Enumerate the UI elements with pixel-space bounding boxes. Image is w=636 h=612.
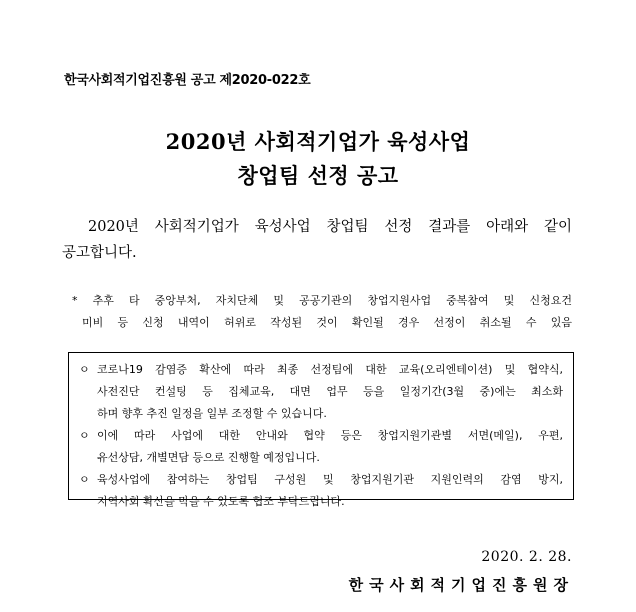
notice-line: 코로나19 감염증 확산에 따라 최종 선정팀에 대한 교육(오리엔테이션) 및 협약식, bbox=[97, 363, 563, 376]
announcement-number: 한국사회적기업진흥원 공고 제2020-022호 bbox=[64, 73, 311, 88]
note-line: * 추후 타 중앙부처, 자치단체 및 공공기관의 창업지원사업 중복참여 및 신청요건 bbox=[72, 294, 572, 307]
intro-line: 2020년 사회적기업가 육성사업 창업팀 선정 결과를 아래와 같이 bbox=[88, 219, 572, 235]
issuing-organization: 한국사회적기업진흥원장 bbox=[348, 576, 574, 594]
bullet-icon: ㅇ bbox=[79, 363, 90, 376]
notice-line: 사전진단 컨설팅 등 집체교육, 대면 업무 등을 일정기간(3월 중)에는 최소화 bbox=[97, 385, 563, 398]
notice-item bbox=[79, 469, 563, 513]
note-line: 미비 등 신청 내역이 허위로 작성된 것이 확인될 경우 선정이 취소될 수 있음 bbox=[82, 316, 572, 329]
notice-box bbox=[68, 352, 574, 508]
notice-item bbox=[79, 425, 563, 469]
notice-item bbox=[79, 359, 563, 425]
bullet-icon: ㅇ bbox=[79, 473, 90, 486]
bullet-icon: ㅇ bbox=[79, 429, 90, 442]
caution-note bbox=[72, 290, 572, 334]
intro-line: 공고합니다. bbox=[62, 245, 137, 261]
intro-paragraph bbox=[62, 214, 572, 266]
notice-line: 이에 따라 사업에 대한 안내와 협약 등은 창업지원기관별 서면(메일), 우편, bbox=[97, 429, 563, 442]
notice-line: 지역사회 확산을 막을 수 있도록 협조 부탁드립니다. bbox=[97, 495, 345, 508]
notice-line: 육성사업에 참여하는 창업팀 구성원 및 창업지원기관 지원인력의 감염 방지, bbox=[97, 473, 563, 486]
notice-line: 유선상담, 개별면담 등으로 진행할 예정입니다. bbox=[97, 451, 320, 464]
notice-line: 하며 향후 추진 일정을 일부 조정할 수 있습니다. bbox=[97, 407, 327, 420]
page-subtitle: 창업팀 선정 공고 bbox=[237, 163, 399, 188]
announcement-date: 2020. 2. 28. bbox=[481, 549, 572, 565]
page-title: 2020년 사회적기업가 육성사업 bbox=[165, 129, 471, 154]
